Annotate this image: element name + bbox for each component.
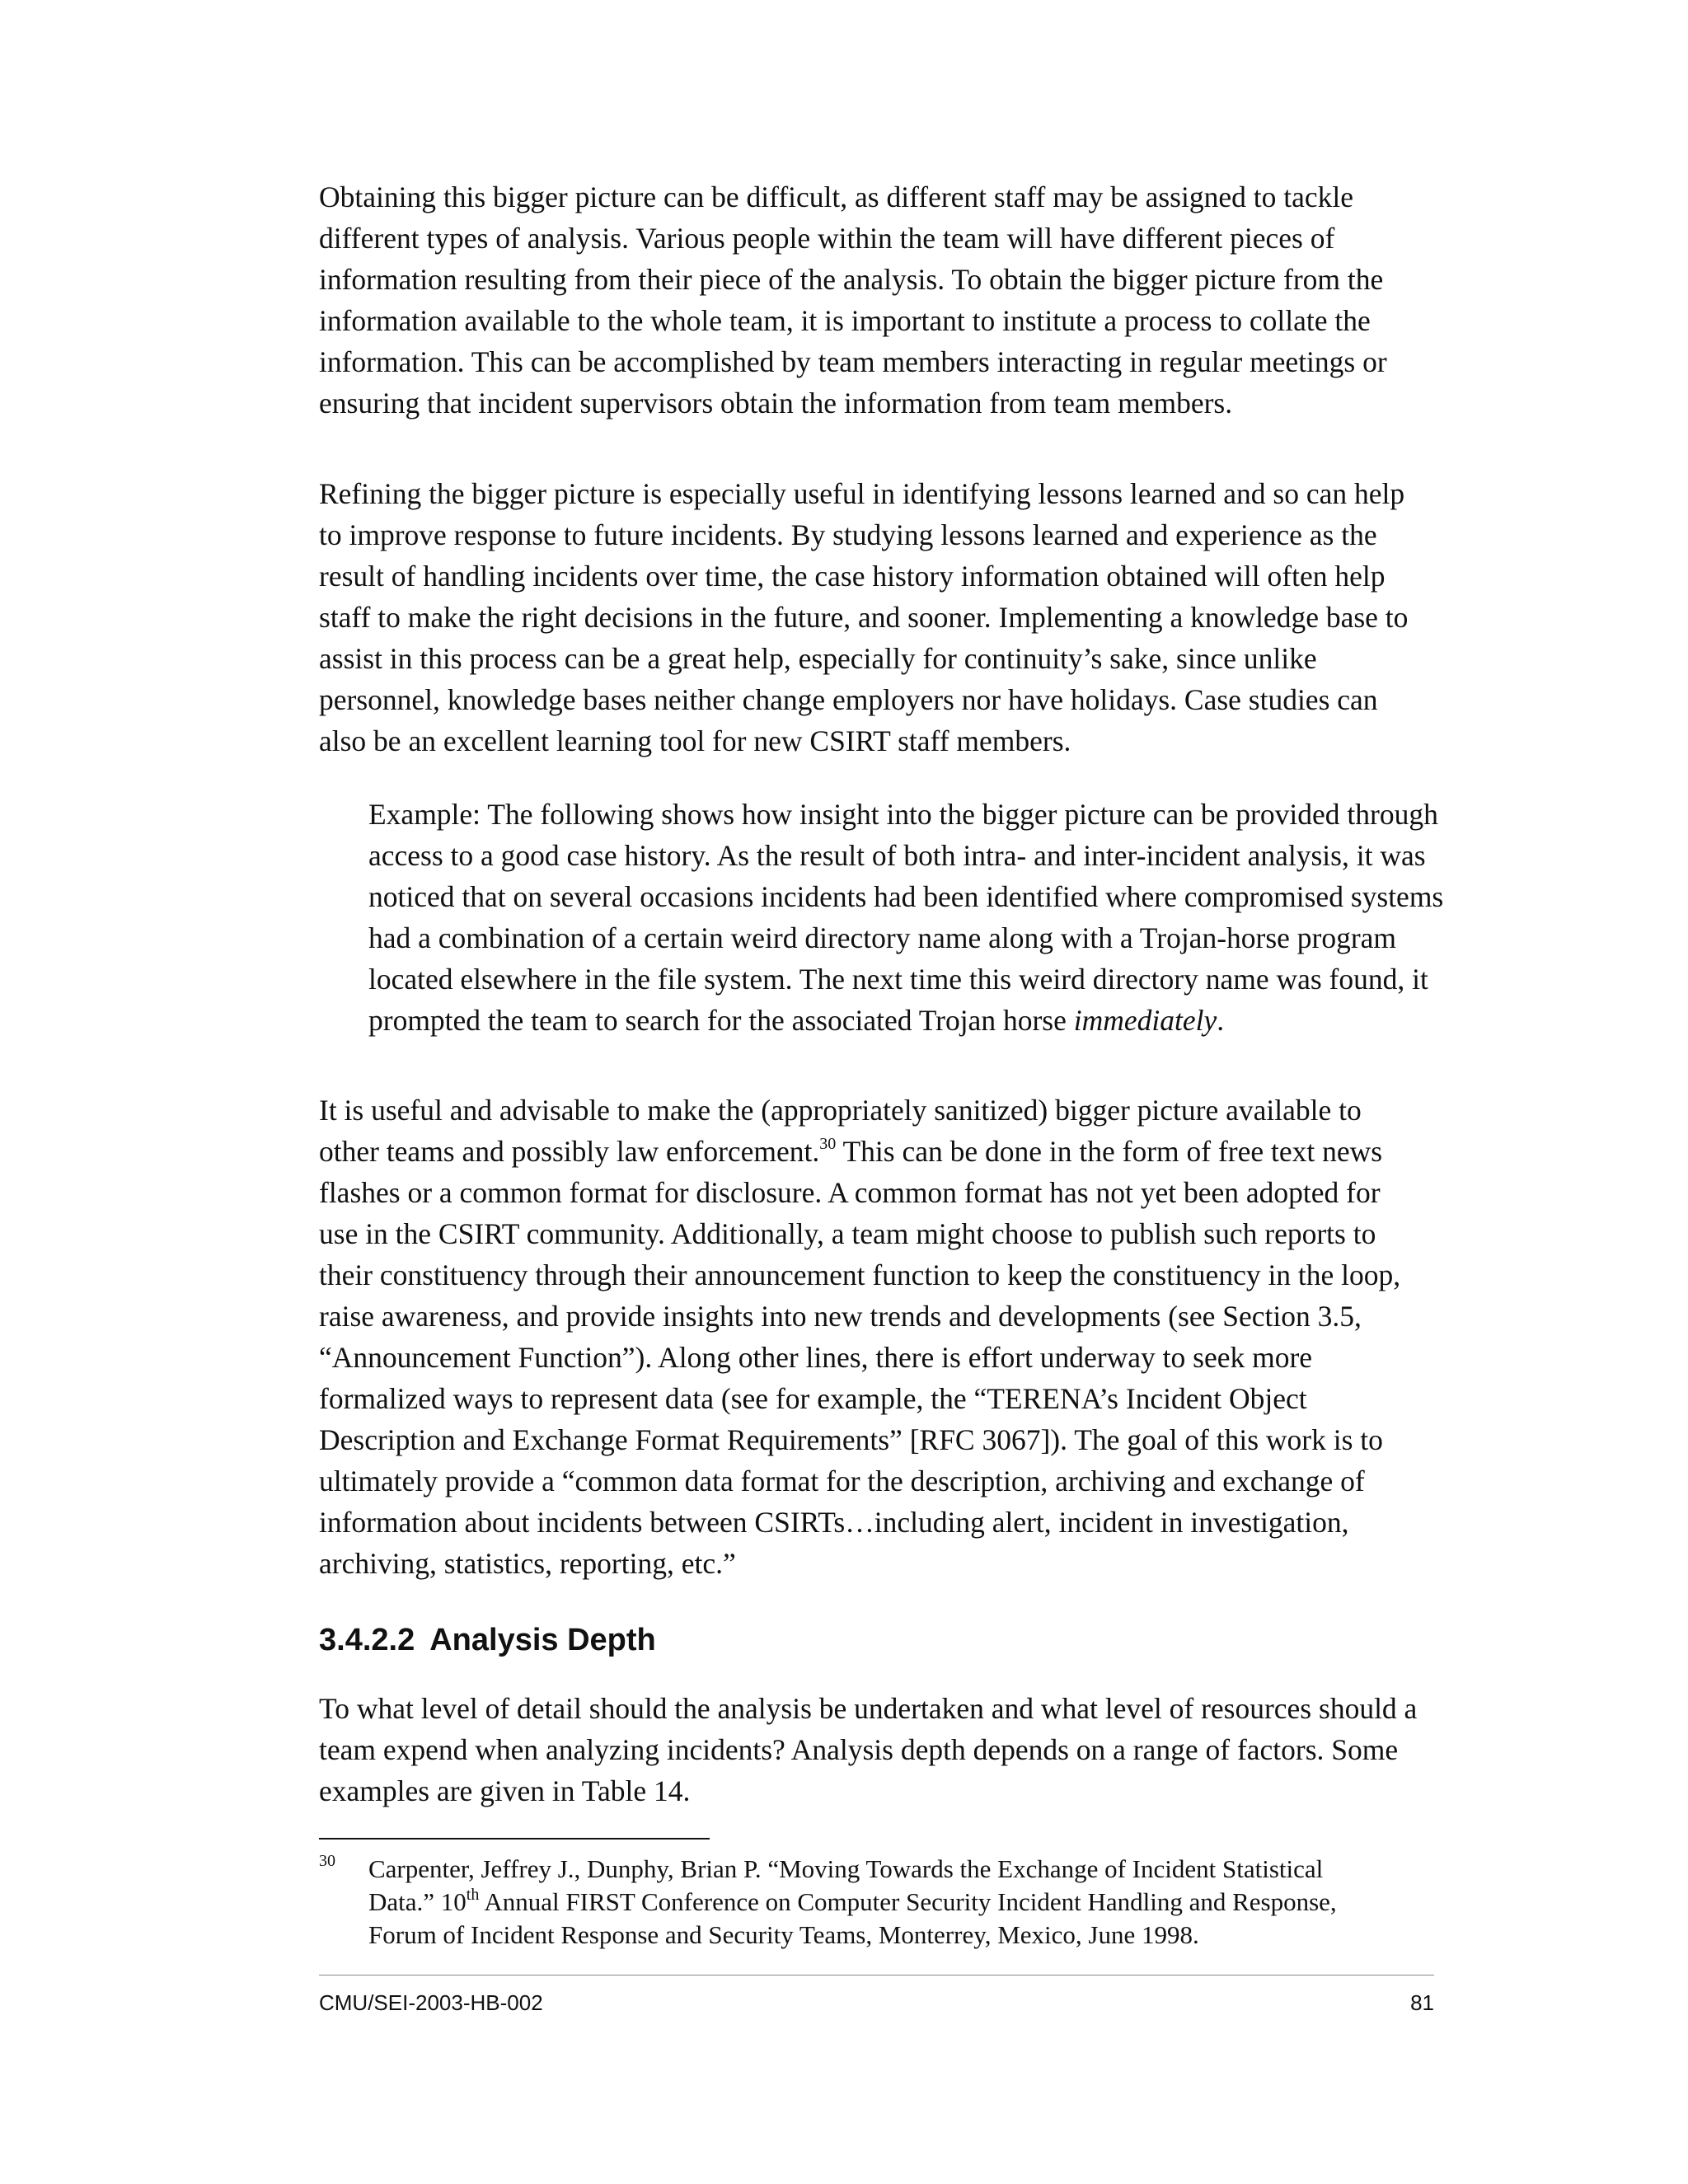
text-line: information resulting from their piece of the analysis. To obtain the bigger picture from the xyxy=(319,263,1384,296)
text-line: formalized ways to represent data (see for example, the “TERENA’s Incident Object xyxy=(319,1382,1307,1415)
footnote-body xyxy=(368,1853,1473,1952)
text-line: use in the CSIRT community. Additionally, a team might choose to publish such reports to xyxy=(319,1217,1376,1250)
paragraph-useful-advisable xyxy=(319,1090,1444,1584)
text-line: information about incidents between CSIRTs…including alert, incident in investigation, xyxy=(319,1506,1349,1539)
text-line: also be an excellent learning tool for new CSIRT staff members. xyxy=(319,724,1071,757)
text-line: ensuring that incident supervisors obtain the information from team members. xyxy=(319,387,1233,419)
text-line: to improve response to future incidents. By studying lessons learned and experience as the xyxy=(319,518,1377,551)
text-line: archiving, statistics, reporting, etc.” xyxy=(319,1547,736,1580)
text-line: result of handling incidents over time, the case history information obtained will often help xyxy=(319,560,1386,593)
text-segment: prompted the team to search for the associated Trojan horse xyxy=(368,1004,1074,1037)
text-line: different types of analysis. Various people within the team will have different pieces of xyxy=(319,222,1335,255)
emphasis-text: immediately xyxy=(1073,1004,1217,1037)
footnote-reference[interactable]: 30 xyxy=(819,1135,837,1154)
text-line xyxy=(319,1131,1444,1172)
paragraph-analysis-depth xyxy=(319,1688,1444,1811)
text-line: personnel, knowledge bases neither change employers nor have holidays. Case studies can xyxy=(319,683,1378,716)
text-segment: other teams and possibly law enforcement. xyxy=(319,1135,820,1168)
text-line: flashes or a common format for disclosure. A common format has not yet been adopted for xyxy=(319,1176,1381,1209)
ordinal-suffix: th xyxy=(466,1885,480,1904)
footnote-divider xyxy=(319,1838,710,1840)
text-line: To what level of detail should the analysis be undertaken and what level of resources should a xyxy=(319,1692,1418,1725)
section-title: Analysis Depth xyxy=(429,1623,656,1657)
text-segment: This can be done in the form of free text news xyxy=(836,1135,1383,1168)
section-number: 3.4.2.2 xyxy=(319,1623,415,1657)
text-line: Forum of Incident Response and Security Teams, Monterrey, Mexico, June 1998. xyxy=(368,1920,1199,1949)
text-segment: . xyxy=(1217,1004,1225,1037)
text-line: Example: The following shows how insight into the bigger picture can be provided through xyxy=(368,798,1438,831)
text-line: Refining the bigger picture is especially useful in identifying lessons learned and so can help xyxy=(319,477,1405,510)
text-line: assist in this process can be a great help, especially for continuity’s sake, since unlike xyxy=(319,642,1317,675)
text-line: team expend when analyzing incidents? Analysis depth depends on a range of factors. Some xyxy=(319,1733,1399,1766)
text-line: It is useful and advisable to make the (appropriately sanitized) bigger picture available to xyxy=(319,1094,1362,1127)
text-line: had a combination of a certain weird directory name along with a Trojan-horse program xyxy=(368,921,1397,954)
text-line: examples are given in Table 14. xyxy=(319,1774,691,1807)
text-line: ultimately provide a “common data format for the description, archiving and exchange of xyxy=(319,1465,1365,1497)
text-line: Obtaining this bigger picture can be difficult, as different staff may be assigned to tackle xyxy=(319,180,1353,213)
text-line xyxy=(368,1000,1456,1041)
text-segment: Data.” 10 xyxy=(368,1887,467,1916)
footnote-number: 30 xyxy=(319,1852,335,1870)
text-line xyxy=(368,1886,1473,1919)
text-line: Description and Exchange Format Requirements” [RFC 3067]). The goal of this work is to xyxy=(319,1423,1383,1456)
example-block xyxy=(368,794,1456,1041)
text-line: staff to make the right decisions in the future, and sooner. Implementing a knowledge base to xyxy=(319,601,1409,634)
text-line: access to a good case history. As the result of both intra- and inter-incident analysis, it was xyxy=(368,839,1426,872)
paragraph-bigger-picture xyxy=(319,176,1444,424)
page-number: 81 xyxy=(1410,1990,1434,2015)
text-line: their constituency through their announcement function to keep the constituency in the loop, xyxy=(319,1258,1401,1291)
text-line: Carpenter, Jeffrey J., Dunphy, Brian P. “Moving Towards the Exchange of Incident Statistical xyxy=(368,1854,1324,1883)
text-line: “Announcement Function”). Along other lines, there is effort underway to seek more xyxy=(319,1341,1313,1374)
text-line: noticed that on several occasions incidents had been identified where compromised systems xyxy=(368,880,1444,913)
text-segment: Annual FIRST Conference on Computer Security Incident Handling and Response, xyxy=(479,1887,1337,1916)
document-id: CMU/SEI-2003-HB-002 xyxy=(319,1990,543,2015)
paragraph-refining xyxy=(319,473,1444,762)
text-line: raise awareness, and provide insights into new trends and developments (see Section 3.5, xyxy=(319,1300,1362,1333)
text-line: information. This can be accomplished by team members interacting in regular meetings or xyxy=(319,345,1387,378)
text-line: located elsewhere in the file system. The next time this weird directory name was found, it xyxy=(368,963,1428,996)
text-line: information available to the whole team, it is important to institute a process to collate the xyxy=(319,304,1371,337)
section-heading xyxy=(319,1617,656,1663)
